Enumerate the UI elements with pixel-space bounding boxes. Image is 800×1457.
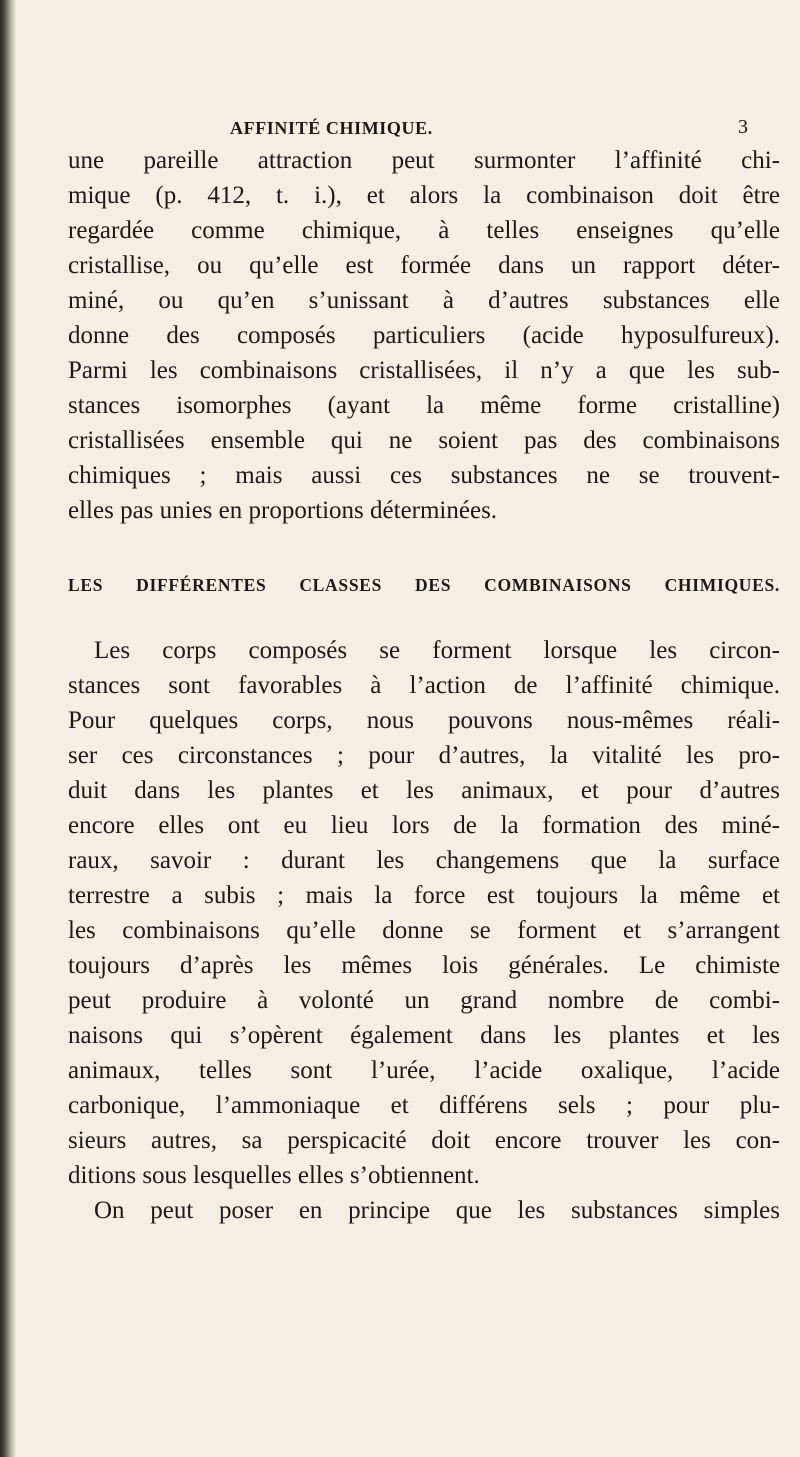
text-line: elles pas unies en proportions déterminées.	[68, 497, 498, 524]
text-line: animaux, telles sont l’urée, l’acide oxalique, l’acide	[68, 1057, 780, 1084]
text-line: cristallisées ensemble qui ne soient pas des combinaisons	[68, 427, 780, 454]
text-line: ditions sous lesquelles elles s’obtiennent.	[68, 1162, 480, 1189]
text-line: sieurs autres, sa perspicacité doit encore trouver les con-	[68, 1127, 780, 1154]
page-number: 3	[738, 116, 748, 138]
text-line: ser ces circonstances ; pour d’autres, la vitalité les pro-	[68, 742, 780, 769]
text-line: donne des composés particuliers (acide hyposulfureux).	[68, 322, 780, 349]
text-line: Pour quelques corps, nous pouvons nous-mêmes réali-	[68, 707, 780, 734]
text-line: miné, ou qu’en s’unissant à d’autres substances elle	[68, 287, 780, 314]
running-head-title: AFFINITÉ CHIMIQUE.	[230, 118, 433, 138]
text-line: Les corps composés se forment lorsque les circon-	[94, 637, 780, 664]
text-line: carbonique, l’ammoniaque et différens sels ; pour plu-	[68, 1092, 780, 1119]
text-line: chimiques ; mais aussi ces substances ne se trouvent-	[68, 462, 780, 489]
text-line: raux, savoir : durant les changemens que la surface	[68, 847, 780, 874]
text-line: cristallise, ou qu’elle est formée dans un rapport déter-	[68, 252, 780, 279]
text-line: Parmi les combinaisons cristallisées, il n’y a que les sub-	[68, 357, 780, 384]
text-line: peut produire à volonté un grand nombre de combi-	[68, 987, 780, 1014]
text-line: naisons qui s’opèrent également dans les plantes et les	[68, 1022, 780, 1049]
text-line: toujours d’après les mêmes lois générales. Le chimiste	[68, 952, 780, 979]
section-heading: LES DIFFÉRENTES CLASSES DES COMBINAISONS CHIMIQUES.	[68, 575, 780, 595]
text-line: stances sont favorables à l’action de l’affinité chimique.	[68, 672, 780, 699]
text-line: une pareille attraction peut surmonter l’affinité chi-	[68, 147, 780, 174]
text-line: regardée comme chimique, à telles enseignes qu’elle	[68, 217, 780, 244]
binding-shadow	[0, 0, 16, 1457]
text-line: mique (p. 412, t. i.), et alors la combinaison doit être	[68, 182, 780, 209]
text-line: terrestre a subis ; mais la force est toujours la même et	[68, 882, 780, 909]
text-line: encore elles ont eu lieu lors de la formation des miné-	[68, 812, 780, 839]
text-line: On peut poser en principe que les substances simples	[94, 1197, 780, 1224]
text-line: stances isomorphes (ayant la même forme cristalline)	[68, 392, 780, 419]
text-line: duit dans les plantes et les animaux, et pour d’autres	[68, 777, 780, 804]
text-line: les combinaisons qu’elle donne se forment et s’arrangent	[68, 917, 780, 944]
